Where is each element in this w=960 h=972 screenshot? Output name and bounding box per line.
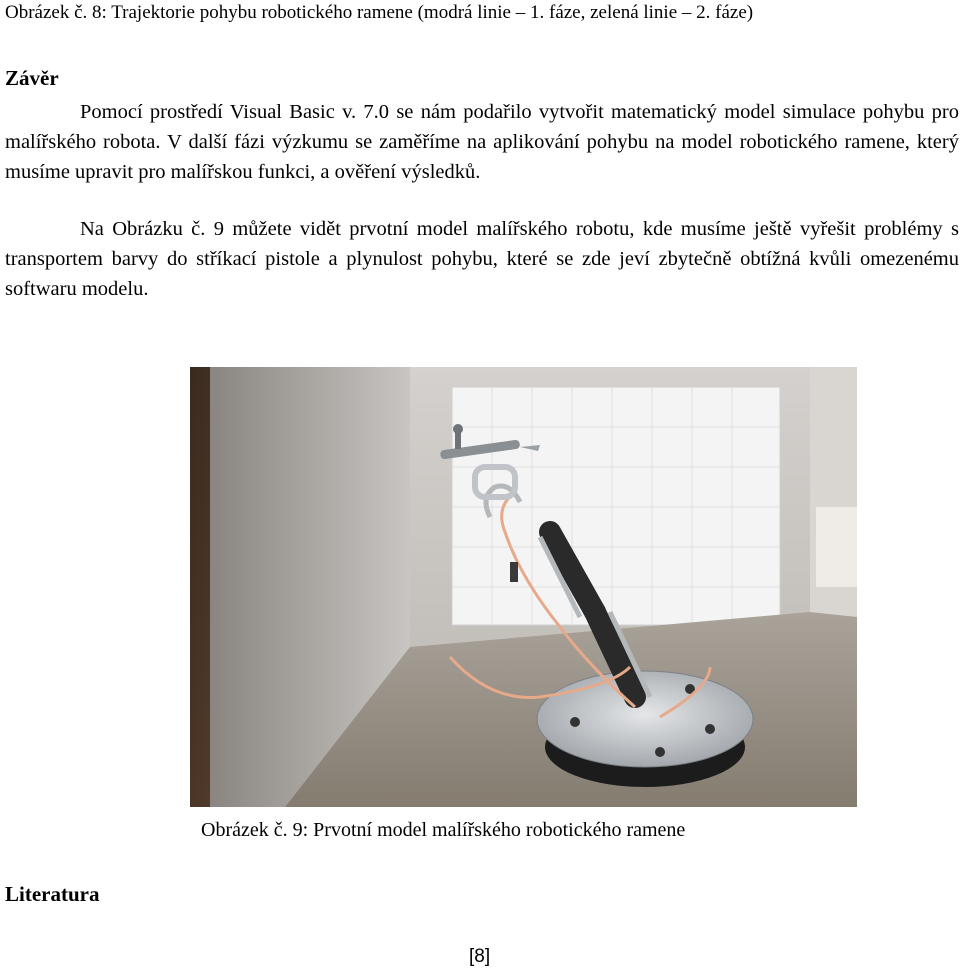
robot-arm-photo	[190, 367, 857, 807]
conclusion-paragraph-2-text: Na Obrázku č. 9 můžete vidět prvotní model malířského robotu, kde musíme ještě vyřešit problémy s transportem barvy do stříkací pistole a plynulost pohybu, které se zde jeví zbytečně obtížná kvůli omezenému softwaru modelu.	[5, 218, 959, 300]
conclusion-heading: Závěr	[5, 66, 59, 90]
conclusion-paragraph-1-text: Pomocí prostředí Visual Basic v. 7.0 se nám podařilo vytvořit matematický model simulace pohybu pro malířského robota. V další fázi výzkumu se zaměříme na aplikování pohybu na model robotického ramene, který musíme upravit pro malířskou funkci, a ověření výsledků.	[5, 101, 959, 183]
references-heading: Literatura	[5, 882, 100, 906]
figure-9-caption: Obrázek č. 9: Prvotní model malířského robotického ramene	[201, 819, 686, 841]
conclusion-paragraph-1	[5, 97, 959, 187]
figure-8-caption: Obrázek č. 8: Trajektorie pohybu robotického ramene (modrá linie – 1. fáze, zelená linie – 2. fáze)	[5, 2, 754, 23]
page-number: [8]	[469, 946, 491, 967]
conclusion-paragraph-2	[5, 214, 959, 304]
